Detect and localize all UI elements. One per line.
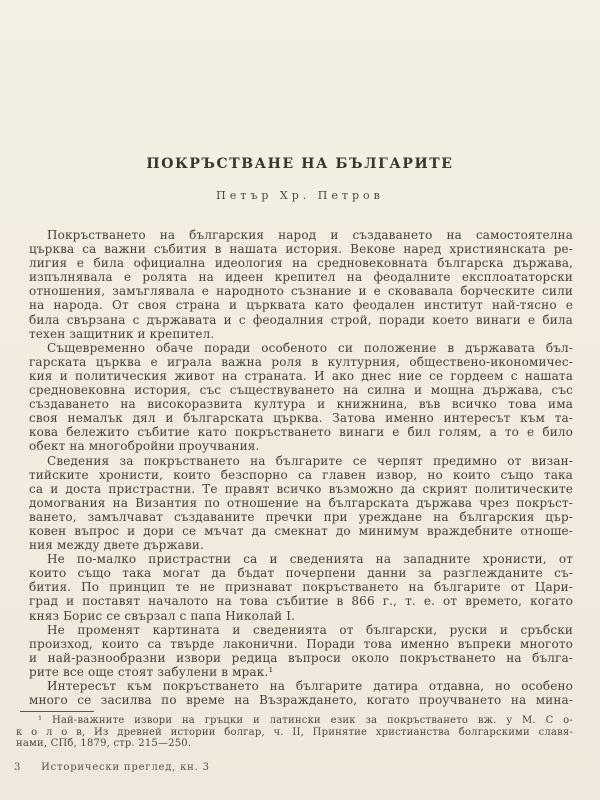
text-line: ¹ Най-важните извори на гръцки и латински език за покръстването вж. у М. С о- (38, 715, 573, 727)
text-line: произход, които са твърде лаконични. Поради това именно въпреки многото (29, 636, 573, 651)
text-line: кова бележито събитие като покръстването винаги е бил голям, а то е било (29, 425, 573, 440)
text-line: била свързана с държавата и с феодалния строй, поради което винаги е била (29, 312, 573, 327)
text-line: рите все още стоят забулени в мрак.¹ (29, 664, 274, 679)
text-line: Покръстването на българския народ и създаването на самостоятелна (47, 228, 573, 242)
text-line: княз Борис се свързал с папа Николай I. (29, 608, 296, 623)
text-line: своя немалък дял и българската църква. Затова именно интересът към та- (29, 411, 573, 426)
text-line: изпълнявала е ролята на идеен крепител на феодалните експлоататорски (29, 270, 573, 285)
text-line: Не по-малко пристрастни са и сведенията на западните хронисти, от (47, 552, 573, 567)
text-line: които също така могат да бъдат почерпени данни за разглежданите съ- (29, 566, 573, 581)
text-line: кия и политическия живот на страната. И ако днес ние се гордеем с нашата (29, 368, 573, 383)
text-line: църква са важни събития в нашата история. Векове наред християнската ре- (29, 242, 573, 257)
text-line: създаването на високоразвита култура и книжнина, във всичко това има (29, 397, 573, 412)
text-line: Не променят картината и сведенията от български, руски и сръбски (47, 622, 573, 637)
text-line: на народа. От своя страна и църквата като феодален институт най-тясно е (29, 298, 573, 313)
text-line: лигия е била официална идеология на средновековната българска държава, (29, 256, 573, 271)
text-line: гарската църква е играла важна роля в културния, обществено-икономичес- (29, 354, 573, 369)
paragraph (29, 552, 573, 622)
article-body (29, 228, 573, 707)
paragraph (29, 228, 573, 341)
text-line: техен защитник и крепител. (29, 326, 215, 341)
text-line: ния между двете държави. (29, 538, 204, 553)
text-line: тийските хронисти, които безспорно са главен извор, но които също така (29, 467, 573, 482)
article-title: ПОКРЪСТВАНЕ НА БЪЛГАРИТЕ (146, 156, 454, 172)
paragraph (29, 454, 573, 553)
text-line: ковен въпрос и дори се мъчат да смекнат до минимум враждебните отноше- (29, 523, 573, 538)
signature-number: 3 (14, 761, 22, 773)
journal-title: Исторически преглед, кн. 3 (41, 761, 210, 773)
text-line: нами, СПб, 1879, стр. 215—250. (16, 738, 192, 750)
text-line: и най-разнообразни извори редица въпроси около покръстването на бълга- (29, 650, 573, 665)
article-author: Петър Хр. Петров (216, 189, 384, 202)
text-line: Същевременно обаче поради особеното си положение в държавата бъл- (47, 340, 573, 355)
paragraph (29, 341, 573, 454)
text-line: ването, замълчават създаваните пречки при уреждане на българския цър- (29, 509, 573, 524)
text-line: бития. По принцип те не признават покръстването на българите от Цари- (29, 580, 573, 595)
text-line: обект на многобройни проучвания. (29, 439, 260, 454)
paragraph (29, 679, 573, 707)
text-line: са и доста пристрастни. Те правят всичко възможно да скрият политическите (29, 481, 573, 496)
text-line: много се засилва по време на Възраждането, когато проучването на мина- (29, 693, 573, 708)
text-line: отношения, замъглявала е народното съзнание и е сковавала борческите сили (29, 284, 573, 299)
footnote (16, 715, 573, 750)
text-line: Сведения за покръстването на българите се черпят предимно от визан- (47, 453, 573, 468)
text-line: к о л о в, Из древней истории болгар, ч. II, Принятие христианства болгарскими славя- (16, 726, 573, 738)
text-line: град и поставят началото на това събитие в 866 г., т. е. от времето, когато (29, 594, 573, 609)
paragraph (29, 623, 573, 679)
text-line: домогвания на Византия по отношение на българската държава чрез покръст- (29, 495, 573, 510)
text-line: средновековна история, със съществуването на силна и мощна държава, със (29, 383, 573, 398)
text-line: Интересът към покръстването на българите датира отдавна, но особено (47, 679, 573, 693)
page-footer (14, 762, 600, 773)
footnote-divider (20, 711, 94, 712)
